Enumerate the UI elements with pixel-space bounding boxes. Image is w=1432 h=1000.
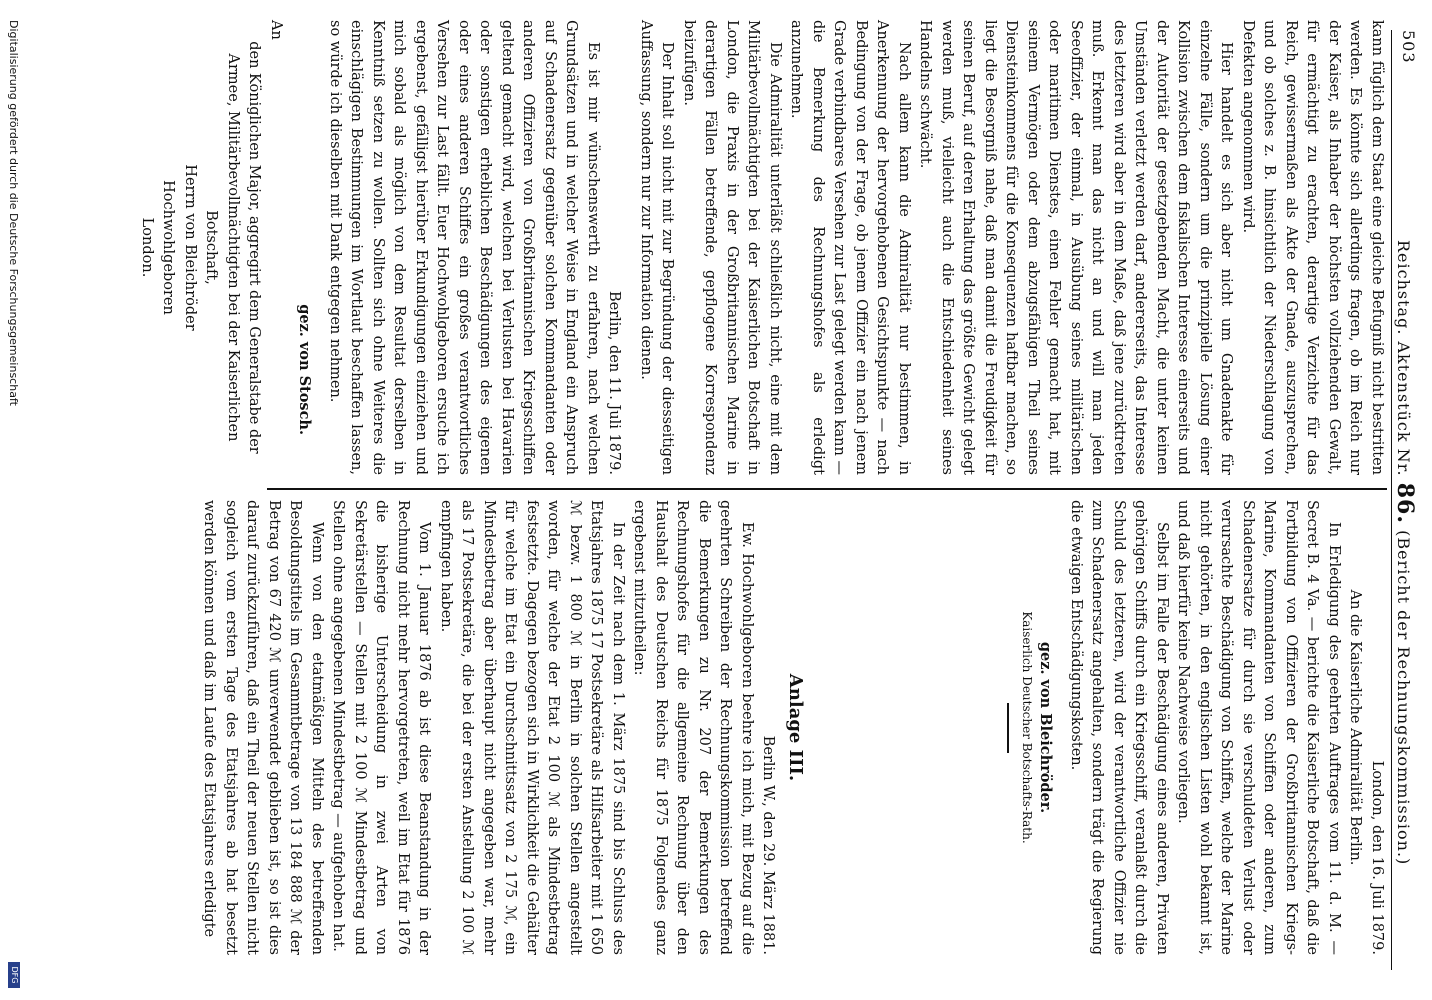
paragraph: Wenn von den etatmäßigen Mitteln des betreffenden Besoldungstitels im Gesammtbetrage von 13 184 888 ℳ der Betrag von 67 420 ℳ unverwendet geblieben ist, so ist dies darauf zurückzuführen, daß ein Theil der neuen Stellen nicht sogleich vom ersten Tage des Etatsjahres ab hat besetzt werden können und daß im Laufe des Etatsjahres erledigte: [201, 500, 325, 955]
left-column: [998, 500, 1388, 955]
running-title-left: Reichstag. Aktenstück Nr.: [1394, 240, 1413, 477]
paragraph: Ew. Hochwohlgeboren beehre ich mich, mit Bezug auf die geehrten Schreiben der Rechnungskommission betreffend die Bemerkungen zu Nr. 207 der Bemerkungen des Rechnungshofes für die allgemeine Rechnung über den Haushalt des Deutschen Reichs für 1875 Folgendes ganz ergebenst mitzutheilen:: [631, 500, 755, 955]
paragraph: Nach allem kann die Admiralität nur bestimmen, in Anerkennung der hervorgehobenen Gesichtspunkte — nach Bedingung von der Frage, ob jenem Offizier ein nach jenem Grade verbindbares Versehen zur Last gelegt werden kann — die Bemerkung des Rechnungshofes als erledigt anzunehmen.: [788, 20, 912, 475]
digitization-note: Digitalisierung gefördert durch die Deutsche Forschungsgemeinschaft: [7, 20, 20, 406]
dfg-logo: DFG: [8, 962, 20, 988]
paragraph: kann füglich dem Staat eine gleiche Befugniß nicht bestritten werden. Es könnte sich allerdings fragen, ob im Reich nur der Kaiser, als Inhaber der höchsten vollziehenden Gewalt, für ermächtigt zu erachten, derartige Verzichte für das Reich, gewissermaßen als Akte der Gnade, auszusprechen, und ob solches z. B. hinsichtlich der Niederschlagung von Defekten angenommen wird.: [1240, 20, 1385, 475]
column-rule: [267, 488, 1387, 490]
paragraph: Die Admiralität unterläßt schließlich nicht, eine mit dem Militärbevollmächtigten bei der Kaiserlichen Botschaft in London, die Praxis in der Großbritannischen Marine in derartigen Fällen betreffende, gepflogene Korrespondenz beizufügen.: [681, 20, 783, 475]
document-number: 86.: [1392, 482, 1418, 524]
paragraph: In Erledigung des geehrten Auftrages vom 11. d. M. — Secret B. 4 Va. — berichte die Kaiserliche Botschaft, daß die Fortbildung von Offizieren der Großbritannischen Kriegs-Marine, Kommandanten von Schiffen oder anderen, zum Schadenersatze für durch sie verschuldeten Verlust oder verursachte Beschädigung von Schiffen, welche der Marine nicht gehörten, in den englischen Listen wohl bekannt ist, und daß hierfür keine Nachweise vorliegen.: [1175, 500, 1342, 955]
addressee-line: den Königlichen Major, aggregirt dem Generalstabe der Armee, Militärbevollmächtigten bei der Kaiserlichen Botschaft,: [203, 41, 263, 454]
paragraph: Der Inhalt soll nicht mit zur Begründung der diesseitigen Auffassung, sondern nur zur Information dienen.: [638, 20, 676, 475]
signature: gez. von Stosch.: [296, 304, 314, 435]
running-title-right: (Bericht der Rechnungskommission.): [1394, 530, 1413, 866]
paragraph: Hier handelt es sich aber nicht um Gnadenakte für einzelne Fälle, sondern um die prinzipielle Lösung einer Kollision zwischen dem fiskalischen Interesse einerseits und der Autorität der gesetzgebenden Macht, die unter keinen Umständen verletzt werden darf, andererseits, das Interesse des letzteren wird aber in dem Maße, daß jene zurücktreten muß. Erkennt man das nicht an und will man jeden Seeoffizier, der einmal, in Ausübung seines militärischen oder maritimen Dienstes, einen Fehler gemacht hat, mit seinem Vermögen oder dem abzugsfähigen Theil seines Diensteinkommens für die Konsequenzen haftbar machen, so liegt die Besorgniß nahe, daß man damit die Freudigkeit für seinen Beruf, auf deren Erhaltung das größte Gewicht gelegt werden muß, vielleicht auch die Entschiedenheit seines Handelns schwächt.: [917, 20, 1235, 475]
anlage-heading: Anlage III.: [785, 673, 806, 782]
page-header: [1391, 30, 1422, 970]
letter-place-date: Berlin, den 11. Juli 1879.: [606, 290, 623, 475]
signature-title: Kaiserlich Deutscher Botschafts-Rath.: [1020, 611, 1034, 844]
addressee-line: An: [268, 20, 284, 40]
addressee-line: Hochwohlgeboren: [160, 180, 177, 315]
letter-addressee: An die Kaiserliche Admiralität Berlin.: [1347, 589, 1364, 866]
running-title: [1392, 240, 1418, 865]
anlage-section: [198, 500, 812, 955]
paragraph: In der Zeit nach dem 1. März 1875 sind bis Schluss des Etatsjahres 1875 17 Postsekretäre als Hilfsarbeiter mit 1 650 ℳ bezw. 1 800 ℳ in Berlin in solchen Stellen angestellt worden, für welche der Etat 2 100 ℳ als Mindestbetrag festsetzte. Dagegen bezogen sich in Wirklichkeit die Gehälter für welche im Etat ein Durchschnittssatz von 2 175 ℳ, ein Mindestbetrag aber überhaupt nicht angegeben war, mehr als 17 Postsekretäre, die bei der ersten Anstellung 2 100 ℳ empfingen haben.: [438, 500, 626, 955]
letter-body: Es ist mir wünschenswerth zu erfahren, nach welchen Grundsätzen und in welcher Weise in England ein Anspruch auf Schadenersatz gegenüber solchen Kommandanten oder anderen Offizieren von Großbritannischen Kriegsschiffen geltend gemacht wird, welchen bei Verlusten bei Havarien oder sonstigen erheblichen Beschädigungen des eigenen oder eines anderen Schiffes ein großes verantwortliches Versehen zur Last fällt. Euer Hochwohlgeboren ersuche ich ergebenst, gefälligst hierüber Erkundigungen einziehen und mich sobald als möglich von dem Resultat derselben in Kenntniß setzen zu wollen. Sollten sich ohne Weiteres die einschlägigen Bestimmungen im Wortlaut beschaffen lassen, so würde ich dieselben mit Dank entgegen nehmen.: [327, 20, 601, 475]
addressee-line: London.: [139, 217, 155, 278]
anlage-place-date: Berlin W., den 29. März 1881.: [760, 735, 777, 955]
signature: gez. von Bleichröder.: [1037, 641, 1055, 814]
divider: [1008, 703, 1010, 753]
paragraph: Selbst im Falle der Beschädigung eines anderen, Privaten gehörigen Schiffs durch ein Kriegsschiff, veranlaßt durch die Schuld des letzteren, wird der verantwortliche Offizier nie zum Schadenersatz angehalten, sondern trägt die Regierung die etwaigen Entschädigungskosten.: [1068, 500, 1170, 955]
page-number: 503: [1399, 30, 1418, 64]
right-column: [136, 20, 1388, 475]
letter-place-date: London, den 16. Juli 1879.: [1369, 760, 1385, 955]
addressee-line: Herrn von Bleichröder: [182, 164, 198, 331]
paragraph: Vom 1. Januar 1876 ab ist diese Beanstandung in der Rechnung nicht mehr hervorgetreten, weil im Etat für 1876 die bisherige Unterscheidung in zwei Arten von Sekretärstellen — Stellen mit 2 100 ℳ Mindestbetrag und Stellen ohne angegebenen Mindestbetrag — aufgehoben hat.: [330, 500, 433, 955]
